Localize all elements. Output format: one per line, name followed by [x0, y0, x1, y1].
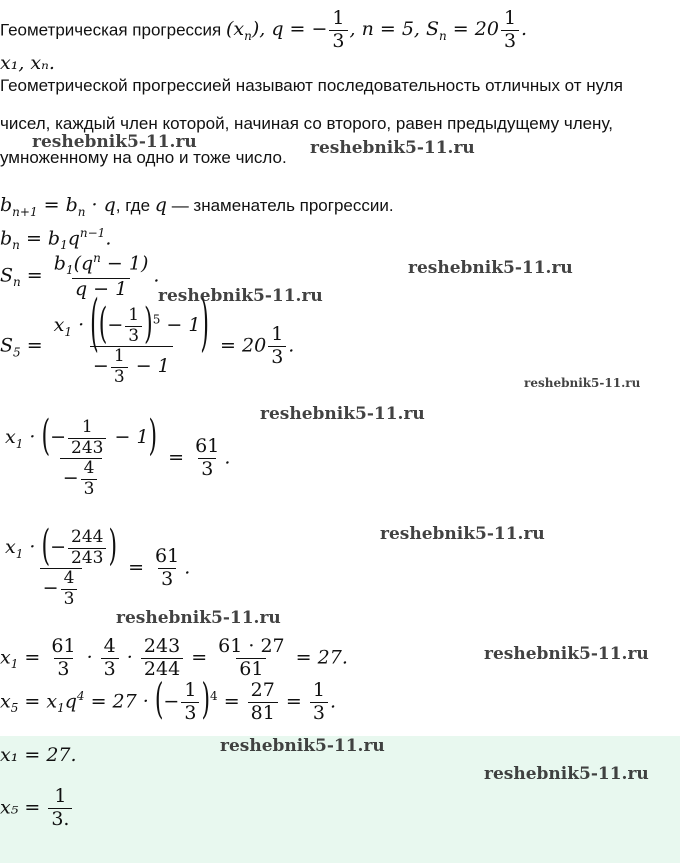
watermark: reshebnik5-11.ru [408, 258, 573, 278]
watermark: reshebnik5-11.ru [484, 644, 649, 664]
watermark: reshebnik5-11.ru [380, 524, 545, 544]
answer-x5-num: 1 [54, 785, 67, 807]
definition-line-2: чисел, каждый член которой, начиная со второго, равен предыдущему члену, [0, 114, 613, 133]
answer-x5-lhs: x₅ = [0, 796, 41, 819]
watermark: reshebnik5-11.ru [116, 608, 281, 628]
watermark: reshebnik5-11.ru [524, 376, 641, 390]
watermark: reshebnik5-11.ru [220, 736, 385, 756]
watermark: reshebnik5-11.ru [260, 404, 425, 424]
x1-solution: $x_1$ = $\frac{61}{3}$ · $\frac{4}{3}$ · $\frac{243}{244}$ = $\frac{61 \cdot 27}{61}$ = 27. [0, 635, 348, 680]
denominator-note: — знаменатель прогрессии. [171, 196, 394, 215]
watermark: reshebnik5-11.ru [484, 764, 649, 784]
watermark: reshebnik5-11.ru [158, 286, 323, 306]
where-text: , где [115, 196, 151, 215]
definition-line-3: умноженному на одно и тоже число. [0, 148, 287, 167]
sum-formula: $S_n$ = $\frac{b_1(q^n - 1)}{q - 1}$ . [0, 251, 160, 300]
x5-solution: $x_5 = x_1q^4 = 27$ · (− $\frac{1}{3}$ )$^4$ = $\frac{27}{81}$ = $\frac{1}{3}$ . [0, 677, 336, 725]
definition-line-1: Геометрической прогрессией называют последовательность отличных от нуля [0, 76, 623, 95]
s5-equation: $S_5$ = $x_1$ · ((− $\frac{1}{3}$ )$^5$ − 1) − $\frac{1}{3}$ − 1 = 20 $\frac{1}{3}$ . [0, 290, 295, 387]
step-2-equation: $x_1$ · (− $\frac{1}{243}$ − 1) − $\frac{4}{3}$ = $\frac{61}{3}$ . [5, 414, 231, 499]
recurrence-formula: $b_{n+1} = b_n \cdot q$, где q — знаменатель прогрессии. [0, 194, 394, 219]
find-line: x₁, xₙ. [0, 52, 55, 74]
answer-x1: x₁ = 27. [0, 744, 77, 766]
watermark: reshebnik5-11.ru [310, 138, 475, 158]
nth-term-formula: $b_n = b_1q^{n-1}$. [0, 226, 112, 253]
answer-x5 [0, 786, 74, 831]
answer-x5-den: 3. [48, 808, 72, 831]
watermark: reshebnik5-11.ru [32, 132, 197, 152]
problem-statement: Геометрическая прогрессия $(x_n)$, q = − $\frac{1}{3}$ , n = 5, $S_n = 20$ $\frac{1}{3}$ . [0, 7, 528, 52]
statement-text: Геометрическая прогрессия [0, 20, 222, 40]
step-3-equation: $x_1$ · (− $\frac{244}{243}$ ) − $\frac{4}{3}$ = $\frac{61}{3}$ . [5, 524, 191, 609]
